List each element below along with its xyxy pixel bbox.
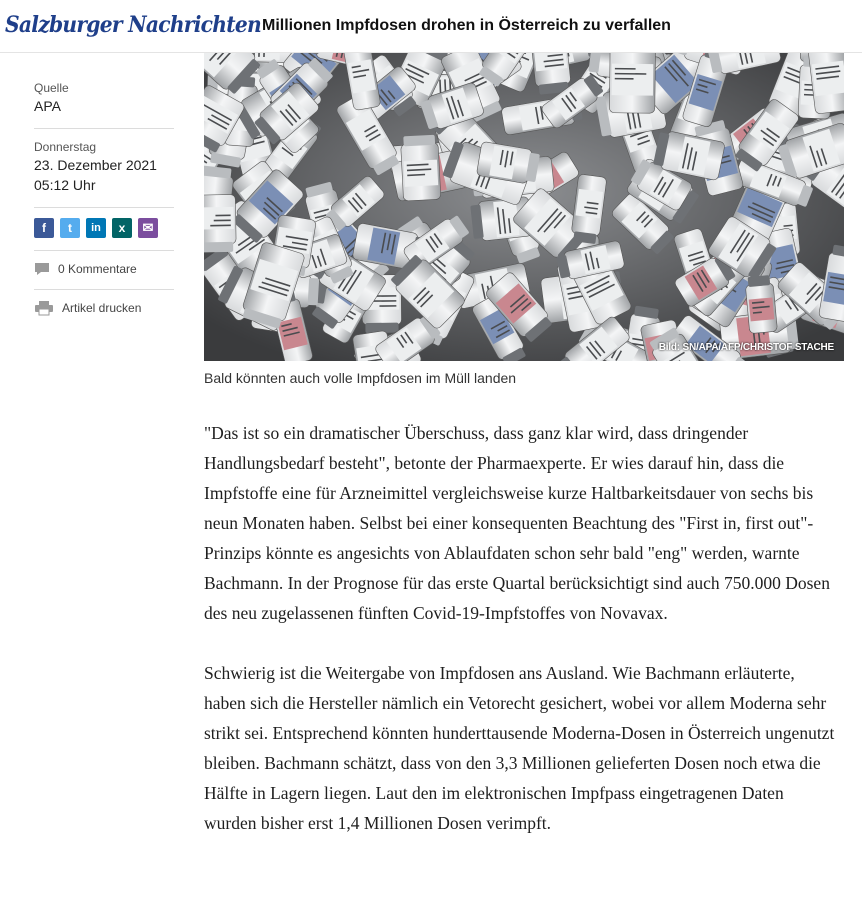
comment-icon — [34, 261, 50, 277]
divider — [34, 250, 174, 251]
linkedin-icon[interactable]: in — [86, 218, 106, 238]
site-logo[interactable]: Salzburger Nachrichten — [5, 12, 261, 38]
source-value: APA — [34, 98, 61, 114]
email-icon[interactable]: ✉ — [138, 218, 158, 238]
publish-time: 05:12 Uhr — [34, 177, 96, 193]
day-label: Donnerstag — [34, 140, 97, 154]
top-bar — [0, 0, 862, 53]
printer-icon — [34, 300, 54, 316]
facebook-icon[interactable]: f — [34, 218, 54, 238]
publish-date: 23. Dezember 2021 — [34, 157, 157, 173]
article-image[interactable] — [204, 52, 844, 361]
article-paragraph: Schwierig ist die Weitergabe von Impfdosen ans Ausland. Wie Bachmann erläuterte, haben sich die Hersteller nämlich ein Vetorecht gesichert, wobei vor allem Moderna sehr strikt sei. Entsprechend könnten hunderttausende Moderna-Dosen in Österreich ungenutzt bleiben. Bachmann schätzt, dass von den 3,3 Millionen gelieferten Dosen noch etwa die Hälfte in Lagern liegen. Laut den im elektronischen Impfpass eingetragenen Daten wurden bisher erst 1,4 Millionen Dosen verimpft. — [204, 663, 835, 833]
print-link[interactable] — [34, 300, 174, 316]
source-label: Quelle — [34, 81, 69, 95]
article-paragraph: "Das ist so ein dramatischer Überschuss, dass ganz klar wird, dass dringender Handlungsbedarf besteht", betonte der Pharmaexperte. Er wies darauf hin, dass die Impfstoffe eine für Arzneimittel vergleichsweise kurze Haltbarkeitsdauer von sechs bis neun Monaten haben. Selbst bei einer konsequenten Beachtung des "First in, first out"-Prinzips könnte es angesichts von Ablaufdaten schon sehr bald "eng" werden, warnte Bachmann. In der Prognose für das erste Quartal berücksichtigt sind auch 750.000 Dosen des neu zugelassenen fünften Covid-19-Impfstoffes von Novavax. — [204, 423, 830, 623]
divider — [34, 128, 174, 129]
vials-photo — [204, 52, 844, 361]
comments-link[interactable] — [34, 261, 174, 277]
article-meta-sidebar — [34, 80, 174, 316]
divider — [34, 207, 174, 208]
image-credit: Bild: SN/APA/AFP/CHRISTOF STACHE — [658, 342, 834, 353]
xing-icon[interactable]: x — [112, 218, 132, 238]
image-caption: Bald könnten auch volle Impfdosen im Müll landen — [204, 370, 517, 386]
page-title: Millionen Impfdosen drohen in Österreich zu verfallen — [262, 17, 671, 34]
share-bar — [34, 218, 174, 238]
article-body — [204, 418, 840, 868]
comments-label: 0 Kommentare — [58, 262, 137, 276]
twitter-icon[interactable]: t — [60, 218, 80, 238]
divider — [34, 289, 174, 290]
print-label: Artikel drucken — [62, 301, 142, 315]
